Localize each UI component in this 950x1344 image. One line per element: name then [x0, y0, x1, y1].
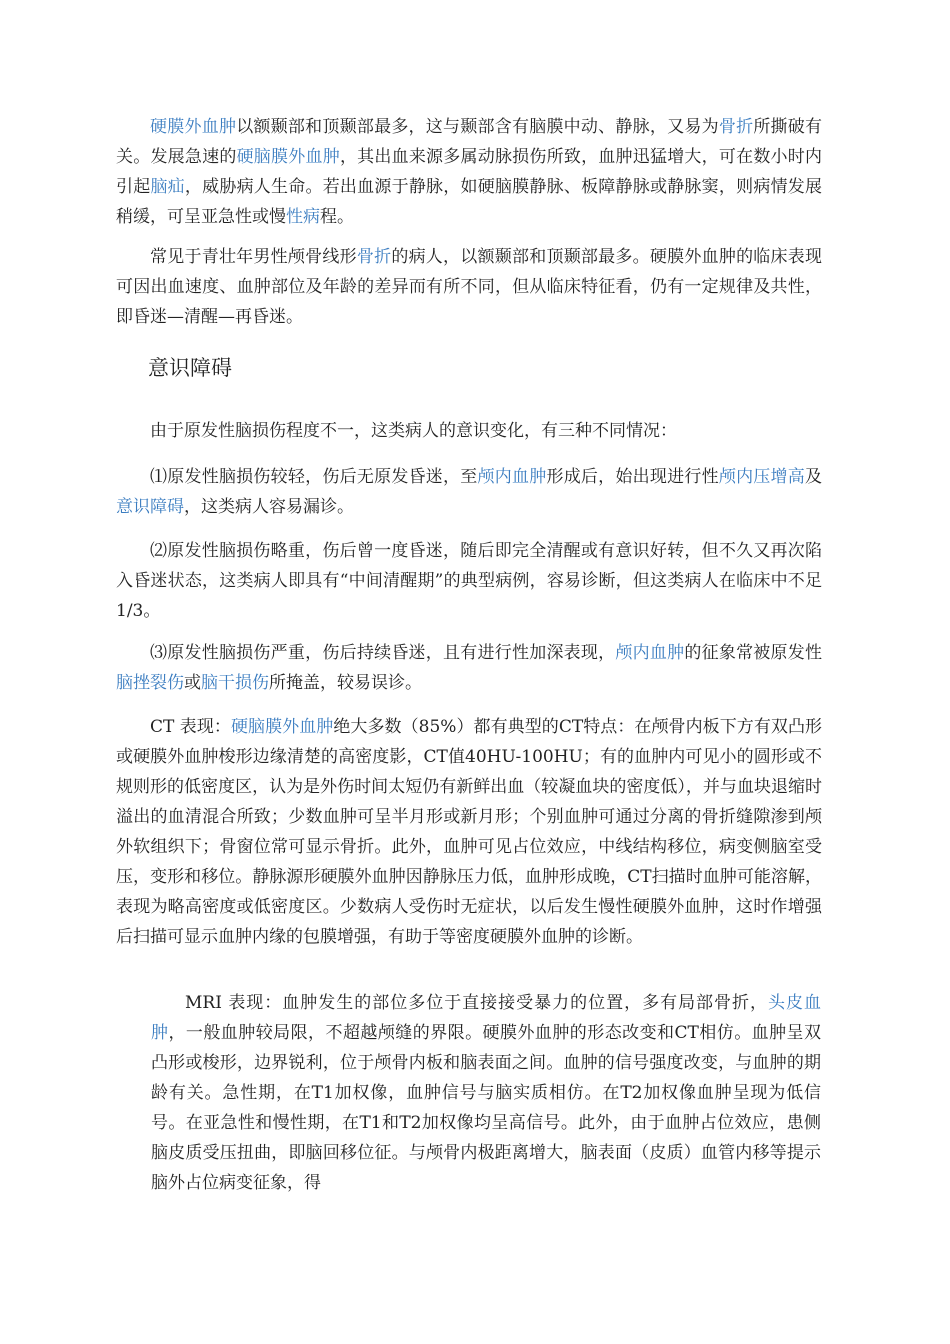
section-heading: 意识障碍: [148, 356, 232, 380]
text-segment: 所掩盖，较易误诊。: [269, 673, 422, 693]
paragraph-case-1: [116, 462, 822, 522]
paragraph-hematoma-intro: [116, 112, 822, 232]
text-segment: ，其出血来源多属动脉损伤所致，血肿迅猛增大，可在数小时内引起: [116, 147, 823, 197]
term-link[interactable]: 性病: [286, 207, 320, 227]
text-segment: 以额颞部和顶颞部最多，这与颞部含有脑膜中动、静脉，又易为: [236, 117, 719, 137]
term-link[interactable]: 头皮血肿: [151, 993, 822, 1043]
term-link[interactable]: 硬脑膜外血肿: [236, 147, 340, 167]
paragraph-clinical-features: [116, 242, 822, 332]
text-segment: 形成后，始出现进行性: [546, 467, 719, 487]
text-segment: ⑴原发性脑损伤较轻，伤后无原发昏迷，至: [150, 467, 478, 487]
text-segment: CT 表现：: [150, 717, 231, 737]
text-segment: MRI 表现：血肿发生的部位多位于直接接受暴力的位置，多有局部骨折，: [185, 993, 769, 1013]
term-link[interactable]: 硬脑膜外血肿: [230, 717, 334, 737]
text-segment: 常见于青壮年男性颅骨线形: [150, 247, 357, 267]
term-link[interactable]: 脑疝: [150, 177, 185, 197]
text-segment: ，一般血肿较局限，不超越颅缝的界限。硬膜外血肿的形态改变和CT相仿。血肿呈双凸形或梭形，边界锐利，位于颅骨内板和脑表面之间。血肿的信号强度改变，与血肿的期龄有关。急性期，在T1加权像，血肿信号与脑实质相仿。在T2加权像血肿呈现为低信号。在亚急性和慢性期，在T1和T2加权像均呈高信号。此外，由于血肿占位效应，患侧脑皮质受压扭曲，即脑回移位征。与颅骨内极距离增大，脑表面（皮质）血管内移等提示脑外占位病变征象，得: [151, 1023, 821, 1193]
paragraph-case-2: [116, 536, 822, 626]
term-link[interactable]: 骨折: [356, 247, 392, 267]
text-segment: 及: [805, 467, 823, 487]
term-link[interactable]: 意识障碍: [116, 497, 184, 517]
paragraph-ct-findings: [116, 712, 822, 952]
text-segment: 由于原发性脑损伤程度不一，这类病人的意识变化，有三种不同情况：: [150, 421, 677, 441]
term-link[interactable]: 脑挫裂伤: [116, 673, 184, 693]
paragraph-case-3: [116, 638, 822, 698]
term-link[interactable]: 颅内压增高: [718, 467, 806, 487]
term-link[interactable]: 颅内血肿: [477, 467, 547, 487]
term-link[interactable]: 骨折: [718, 117, 754, 137]
text-segment: 的征象常被原发性: [684, 643, 823, 663]
text-segment: ，威胁病人生命。若出血源于静脉，如硬脑膜静脉、板障静脉或静脉窦，则病情发展稍缓，可呈亚急性或慢: [116, 177, 823, 227]
term-link[interactable]: 脑干损伤: [201, 673, 269, 693]
text-segment: 所撕破有关。发展急速的: [116, 117, 823, 167]
text-segment: 的病人，以额颞部和顶颞部最多。硬膜外血肿的临床表现可因出血速度、血肿部位及年龄的差异而有所不同，但从临床特征看，仍有一定规律及共性，即昏迷—清醒—再昏迷。: [116, 247, 823, 327]
text-segment: 程。: [320, 207, 354, 227]
text-segment: 或: [184, 673, 201, 693]
term-link[interactable]: 颅内血肿: [615, 643, 685, 663]
text-segment: ，这类病人容易漏诊。: [184, 497, 354, 517]
paragraph-consciousness-intro: [116, 416, 822, 446]
text-segment: 绝大多数（85%）都有典型的CT特点：在颅骨内板下方有双凸形或硬膜外血肿梭形边缘清楚的高密度影，CT值40HU-100HU；有的血肿内可见小的圆形或不规则形的低密度区，认为是外伤时间太短仍有新鲜出血（较凝血块的密度低），并与血块退缩时溢出的血清混合所致；少数血肿可呈半月形或新月形；个别血肿可通过分离的骨折缝隙渗到颅外软组织下；骨窗位常可显示骨折。此外，血肿可见占位效应，中线结构移位，病变侧脑室受压，变形和移位。静脉源形硬膜外血肿因静脉压力低，血肿形成晚，CT扫描时血肿可能溶解，表现为略高密度或低密度区。少数病人受伤时无症状，以后发生慢性硬膜外血肿，这时作增强后扫描可显示血肿内缘的包膜增强，有助于等密度硬膜外血肿的诊断。: [116, 717, 822, 947]
paragraph-mri-findings: [151, 988, 821, 1198]
term-link[interactable]: 硬膜外血肿: [150, 117, 237, 137]
text-segment: ⑶原发性脑损伤严重，伤后持续昏迷，且有进行性加深表现，: [150, 643, 616, 663]
text-segment: ⑵原发性脑损伤略重，伤后曾一度昏迷，随后即完全清醒或有意识好转，但不久又再次陷入昏迷状态，这类病人即具有“中间清醒期”的典型病例，容易诊断，但这类病人在临床中不足1/3。: [116, 541, 822, 621]
